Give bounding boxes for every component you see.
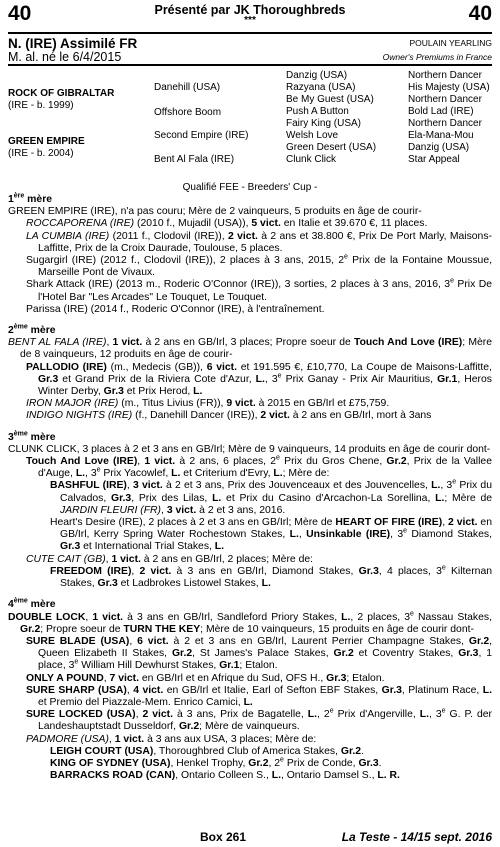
para: FREEDOM (IRE), 2 vict. à 3 ans en GB/Irl, Diamond Stakes, Gr.3, 4 places, 3e Kilternan Stakes, Gr.3 et Ladbrokes Listowel Stakes, L. (50, 564, 493, 590)
pedigree-gen4: Northern Dancer (408, 118, 482, 129)
pedigree-gen3: Razyana (USA) (286, 82, 356, 93)
pedigree-gen4: Star Appeal (408, 154, 460, 165)
presented-by: Présenté par JK Thoroughbreds (154, 3, 346, 17)
pedigree-gen3: Push A Button (286, 106, 349, 117)
para: GREEN EMPIRE (IRE), n'a pas couru; Mère de 2 vainqueurs, 5 produits en âge de courir- (8, 206, 422, 218)
pedigree-gen2: Offshore Boom (154, 107, 222, 118)
para: CLUNK CLICK, 3 places à 2 et 3 ans en GB/Irl; Mère de 9 vainqueurs, 14 produits en âge de courir dont- (8, 443, 491, 455)
para: Parissa (IRE) (2014 f., Roderic O'Connor (IRE), à l'entraînement. (26, 303, 325, 315)
para: Sugargirl (IRE) (2012 f., Clodovil (IRE)), 2 places à 3 ans, 2015, 2e Prix de la Fontaine Moussue, Marseille Pont de Vivaux. (26, 253, 492, 279)
horse-details: M. al. né le 6/4/2015 (8, 50, 122, 64)
pedigree-table (8, 70, 492, 174)
pedigree-gen3: Be My Guest (USA) (286, 94, 374, 105)
catalogue-text (8, 194, 492, 782)
horse-type: POULAIN YEARLING (409, 38, 492, 48)
para: ONLY A POUND, 7 vict. en GB/Irl et en Afrique du Sud, OFS H., Gr.3; Etalon. (26, 672, 385, 684)
box-number: Box 261 (200, 830, 247, 844)
section-second-dam: 2ème mère (8, 323, 56, 337)
lot-number-right: 40 (468, 2, 492, 25)
section-third-dam: 3ème mère (8, 430, 56, 443)
para: PADMORE (USA), 1 vict. à 3 ans aux USA, 3 places; Mère de: (26, 733, 317, 745)
para: Shark Attack (IRE) (2013 m., Roderic O'Connor (IRE)), 3 sorties, 2 places à 3 ans, 2016, 3e Prix De l'Hotel Bar "Les Arcades" Le Touquet, Le Touquet. (26, 277, 492, 303)
pedigree-gen2: Danehill (USA) (154, 82, 221, 93)
pedigree-gen2: Second Empire (IRE) (154, 130, 249, 141)
pedigree-gen4: Northern Dancer (408, 70, 482, 81)
para: BARRACKS ROAD (CAN), Ontario Colleen S., L., Ontario Damsel S., L. R. (50, 770, 400, 782)
pedigree-gen4: His Majesty (USA) (408, 82, 490, 93)
sale-location-date: La Teste - 14/15 sept. 2016 (341, 830, 492, 844)
page-footer (8, 829, 492, 845)
horse-identity (8, 32, 492, 66)
para: ROCCAPORENA (IRE) (2010 f., Mujadil (USA)), 5 vict. en Italie et 39.670 €, 11 places. (26, 218, 428, 230)
para: Touch And Love (IRE), 1 vict. à 2 ans, 6 places, 2e Prix du Gros Chene, Gr.2, Prix de la Vallee d'Auge, L., 3e Prix Yacowlef, L. et Criterium d'Evry, L.; Mère de: (26, 454, 492, 480)
para: SURE BLADE (USA), 6 vict. à 2 et 3 ans en GB/Irl, Laurent Perrier Champagne Stakes, Gr.2, Queen Elizabeth II Stakes, Gr.2, St James's Palace Stakes, Gr.2 et Coventry Stakes, Gr.3, 1 place, 3e William Hill Dewhurst Stakes, Gr.1; Etalon. (26, 635, 492, 672)
horse-premiums: Owner's Premiums in France (382, 52, 492, 62)
para: BENT AL FALA (IRE), 1 vict. à 2 ans en GB/Irl, 3 places; Propre soeur de Touch And Love (IRE); Mère de 8 vainqueurs, 12 produits en âge de courir- (8, 337, 492, 361)
para: LA CUMBIA (IRE) (2011 f., Clodovil (IRE)), 2 vict. à 2 ans et 38.800 €, Prix De Port Marly, Maisons-Laffitte, Prix de la Croix Daurade, Toulouse, 5 places. (26, 230, 492, 254)
para: CUTE CAIT (GB), 1 vict. à 2 ans en GB/Irl, 2 places; Mère de: (26, 553, 314, 565)
horse-name: N. (IRE) Assimilé FR (8, 36, 138, 51)
para: IRON MAJOR (IRE) (m., Titus Livius (FR)), 9 vict. à 2015 en GB/Irl et £75,759. (26, 398, 390, 410)
para: LEIGH COURT (USA), Thoroughbred Club of America Stakes, Gr.2. (50, 745, 364, 757)
para: SURE SHARP (USA), 4 vict. en GB/Irl et Italie, Earl of Sefton EBF Stakes, Gr.3, Platinum Race, L. et Premio del Piazzale-Mem. Enrico Camici, L. (26, 684, 492, 708)
pedigree-gen4: Danzig (USA) (408, 142, 470, 153)
pedigree-gen3: Clunk Click (286, 154, 337, 165)
para: DOUBLE LOCK, 1 vict. à 3 ans en GB/Irl, Sandleford Priory Stakes, L., 2 places, 3e Nassau Stakes, Gr.2; Propre soeur de TURN THE KEY; Mère de 10 vainqueurs, 15 produits en âge de courir dont- (8, 610, 492, 635)
para: Heart's Desire (IRE), 2 places à 2 et 3 ans en GB/Irl; Mère de HEART OF FIRE (IRE), 2 vict. en GB/Irl, Kerry Spring Water Rochestown Stakes, L., Unsinkable (IRE), 3e Diamond Stakes, Gr.3 et International Trial Stakes, L. (50, 517, 492, 553)
para: SURE LOCKED (USA), 2 vict. à 3 ans, Prix de Bagatelle, L., 2e Prix d'Angerville, L., 3e G. P. der Landeshauptstadt Dusseldorf, Gr.2; Mère de vainqueurs. (26, 707, 492, 733)
pedigree-gen3: Fairy King (USA) (286, 118, 362, 129)
pedigree-sire: ROCK OF GIBRALTAR (8, 88, 115, 99)
section-first-dam: 1ère mère (8, 192, 53, 205)
pedigree-dam-info: (IRE - b. 2004) (8, 148, 74, 159)
page-header (8, 2, 492, 32)
pedigree-gen4: Northern Dancer (408, 94, 482, 105)
section-fourth-dam: 4ème mère (8, 597, 56, 611)
pedigree-gen4: Ela-Mana-Mou (408, 130, 474, 141)
pedigree-dam: GREEN EMPIRE (8, 136, 85, 147)
pedigree-gen3: Danzig (USA) (286, 70, 348, 81)
para: KING OF SYDNEY (USA), Henkel Trophy, Gr.2, 2e Prix de Conde, Gr.3. (50, 756, 382, 769)
qualification: Qualifié FEE - Breeders' Cup - (182, 182, 318, 193)
pedigree-gen4: Bold Lad (IRE) (408, 106, 474, 117)
para: INDIGO NIGHTS (IRE) (f., Danehill Dancer (IRE)), 2 vict. à 2 ans en GB/Irl, mort à 3ans (26, 410, 432, 422)
pedigree-gen2: Bent Al Fala (IRE) (154, 154, 235, 165)
pedigree-gen3: Green Desert (USA) (286, 142, 377, 153)
lot-number-left: 40 (8, 2, 32, 25)
pedigree-sire-info: (IRE - b. 1999) (8, 100, 74, 111)
para: PALLODIO (IRE) (m., Medecis (GB)), 6 vict. et 191.595 €, £10,770, La Coupe de Maisons-Laffitte, Gr.3 et Grand Prix de la Riviera Cote d'Azur, L., 3e Prix Ganay - Prix Air Mauritius, Gr.1, Heros Winter Derby, Gr.3 et Prix Herod, L. (26, 361, 492, 398)
pedigree-gen3: Welsh Love (286, 130, 339, 141)
para: BASHFUL (IRE), 3 vict. à 2 et 3 ans, Prix des Jouvenceaux et des Jouvencelles, L., 3e Prix du Calvados, Gr.3, Prix des Lilas, L. et Prix du Casino d'Arcachon-La Sorellina, L.; Mère de JARDIN FLEURI (FR), 3 vict. à 2 et 3 ans, 2016. (50, 479, 493, 516)
stars: *** (244, 15, 256, 26)
